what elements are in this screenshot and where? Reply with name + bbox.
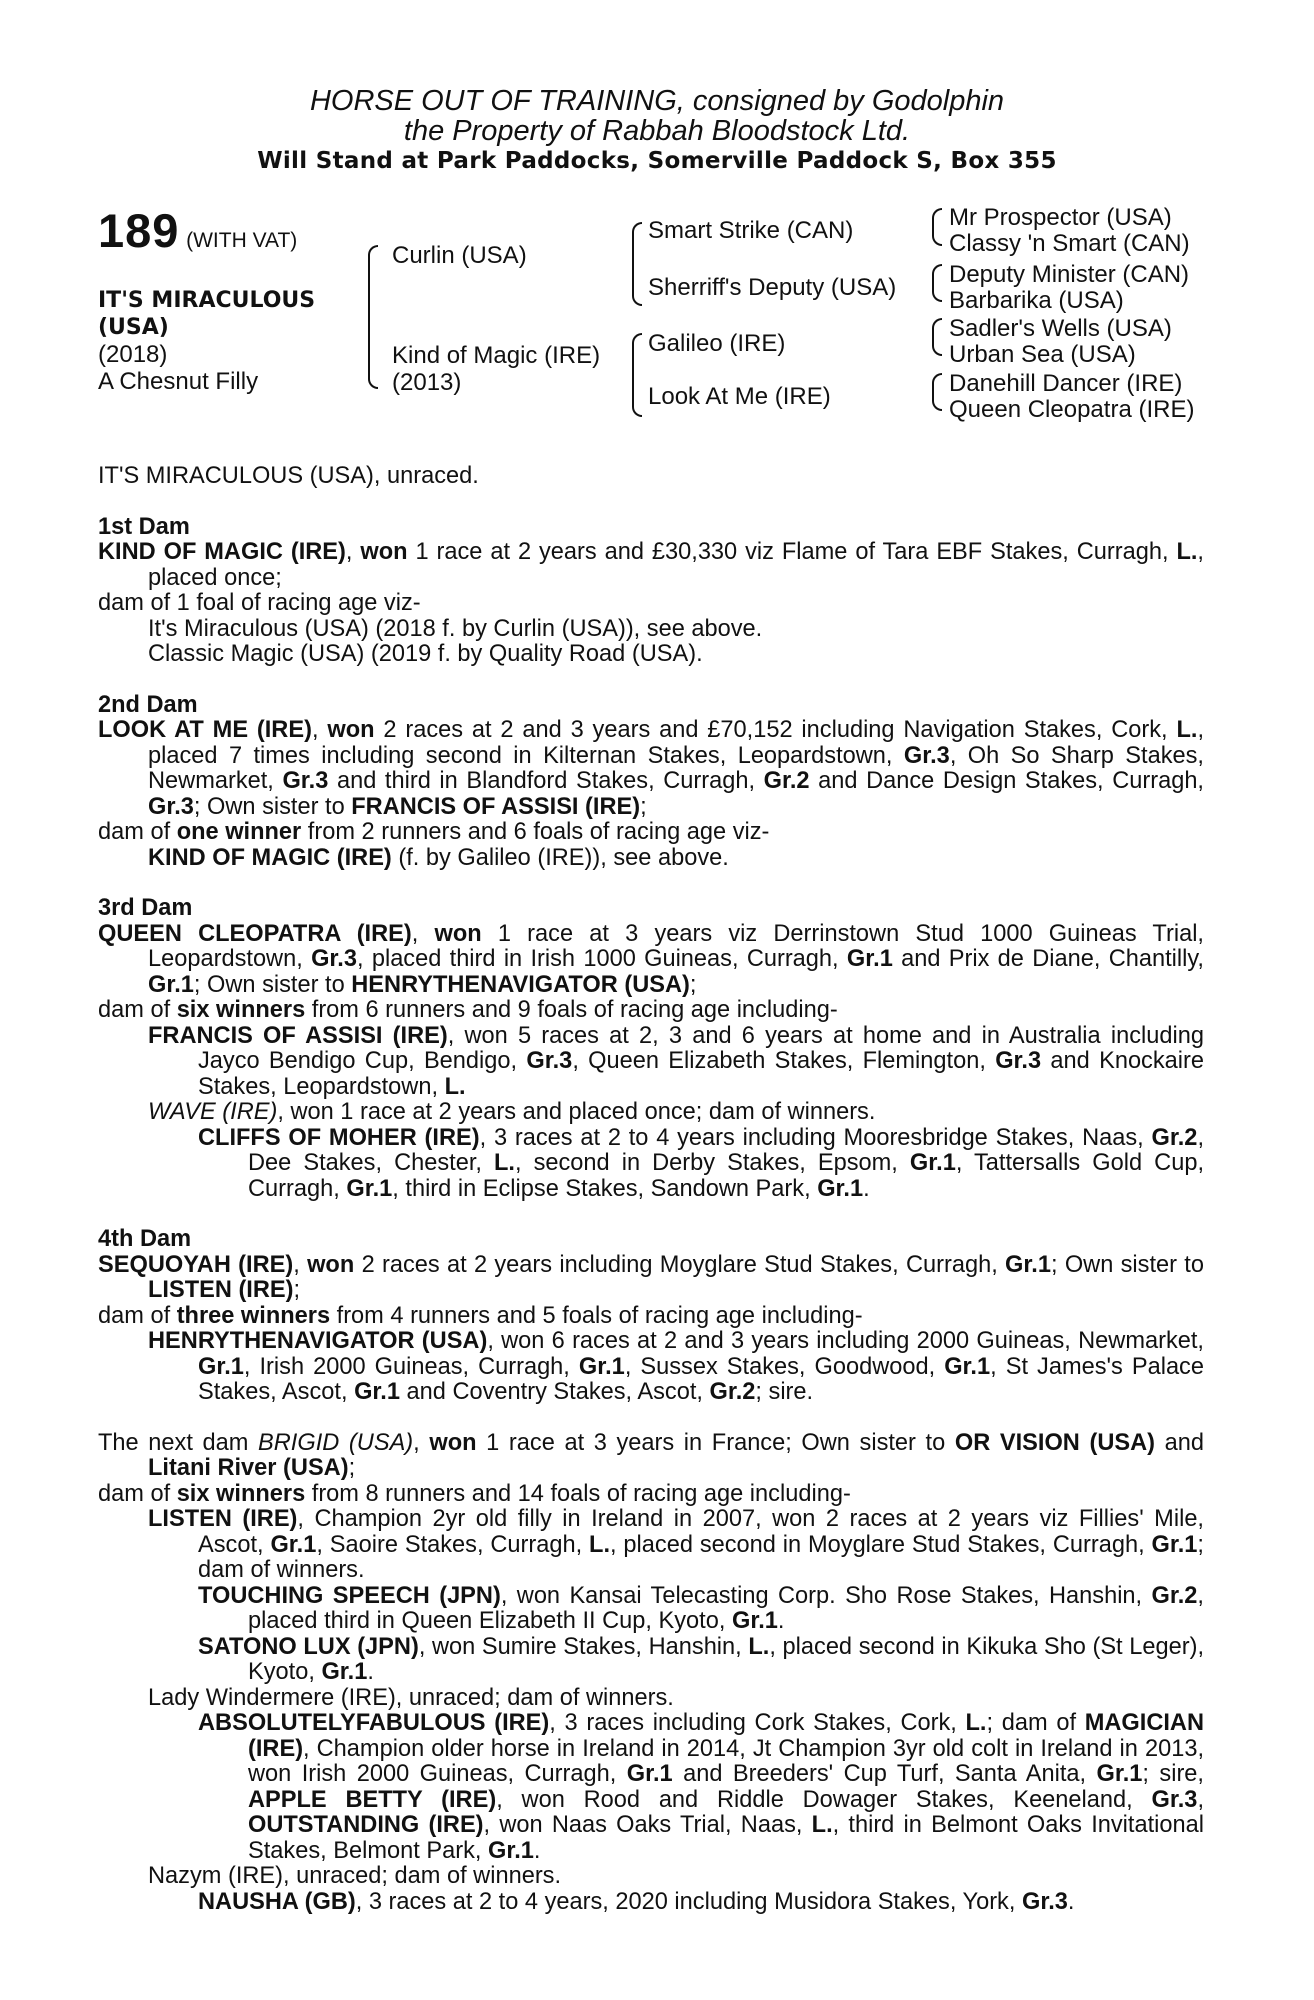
next-t1: The next dam: [98, 1429, 259, 1456]
dam1-foal-2: Classic Magic (USA) (2019 f. by Quality Road (USA).: [148, 641, 703, 667]
apple-betty-name: APPLE BETTY (IRE): [248, 1786, 497, 1813]
dam3-f3-listed: L.: [494, 1150, 515, 1176]
dam3-sister: HENRYTHENAVIGATOR (USA): [351, 971, 690, 998]
dam4-won: won: [307, 1251, 355, 1278]
pedigree-brace-sire: [632, 222, 642, 306]
mag-g1a: Gr.1: [626, 1761, 673, 1787]
dam3-g1b: Gr.1: [148, 971, 194, 998]
dam2-heading: 2nd Dam: [98, 691, 198, 718]
lot-number: 189: [98, 204, 180, 257]
dam3-heading: 3rd Dam: [98, 895, 193, 921]
dam3-f2-text: , won 1 race at 2 years and placed once; dam of winners.: [277, 1099, 876, 1125]
dam4-record: SEQUOYAH (IRE), won 2 races at 2 years including Moyglare Stud Stakes, Curragh, Gr.1; Own sister to LISTEN (IRE);: [98, 1251, 1204, 1303]
pedigree-brace-sd: [932, 264, 942, 302]
dam2-t5: and Dance Design Stakes, Curragh,: [809, 768, 1204, 794]
dam1-listed: L.: [1176, 539, 1198, 565]
horse-country: (USA): [98, 315, 169, 340]
dam4-f1-t1: , won 6 races at 2 and 3 years including 2000 Guineas, Newmarket,: [487, 1328, 1204, 1354]
dam4-f1-t2: , Irish 2000 Guineas, Curragh,: [243, 1353, 579, 1380]
dam2-g3a: Gr.3: [903, 742, 950, 769]
out-t1: , won Naas Oaks Trial, Naas,: [483, 1812, 812, 1838]
dam3-f1-listed: L.: [444, 1073, 466, 1100]
dam4-t1: 2 races at 2 years including Moyglare Stud Stakes, Curragh,: [354, 1251, 1006, 1278]
dam2-t2: , placed 7 times including second in Kilternan Stakes, Leopardstown,: [148, 717, 1204, 769]
next-sister-2: Litani River (USA): [148, 1455, 349, 1481]
next-t3: 1 race at 3 years in France; Own sister to: [476, 1429, 955, 1456]
pedigree-sss: Mr Prospector (USA): [949, 204, 1172, 231]
pedigree-dds: Danehill Dancer (IRE): [949, 370, 1183, 397]
listen-t3: , placed second in Moyglare Stud Stakes, Curragh,: [610, 1531, 1152, 1558]
pedigree-ssd: Classy 'n Smart (CAN): [949, 230, 1190, 257]
pedigree-brace-dd: [932, 373, 942, 411]
dam3-won: won: [434, 920, 482, 947]
pedigree-sds: Deputy Minister (CAN): [949, 261, 1190, 288]
dam4-f1-g1a: Gr.1: [198, 1353, 244, 1380]
dam4-t3: ;: [293, 1277, 301, 1303]
listen-t1: , Champion 2yr old filly in Ireland in 2007, won 2 races at 2 years viz Fillies' Mile, Ascot,: [198, 1506, 1204, 1558]
dam3-foal-2: [98, 1100, 1204, 1126]
catalogue-body: [98, 464, 1204, 1915]
mag-t2: and Breeders' Cup Turf, Santa Anita,: [672, 1761, 1097, 1787]
dam4-f1-t4: , St James's Palace Stakes, Ascot,: [198, 1353, 1204, 1405]
dam3-dam-of: [98, 998, 1204, 1024]
dam3-f3-name: CLIFFS OF MOHER (IRE): [198, 1124, 480, 1151]
next-absolutelyfabulous: [98, 1711, 1204, 1864]
dam3-f1-t2: , Queen Elizabeth Stakes, Flemington,: [572, 1048, 996, 1074]
dam4-f1-t3: , Sussex Stakes, Goodwood,: [624, 1353, 945, 1380]
dam2-dam-of-b: one winner: [176, 819, 302, 845]
dam2-t3: , Oh So Sharp Stakes, Newmarket,: [148, 742, 1204, 794]
pedigree-sire: Curlin (USA): [392, 242, 527, 269]
listen-t2: , Saoire Stakes, Curragh,: [316, 1531, 590, 1558]
pedigree-brace-ds: [932, 318, 942, 356]
mag-g1b: Gr.1: [1096, 1761, 1143, 1787]
next-dam-of-a: dam of: [98, 1480, 177, 1507]
dam3-g1a: Gr.1: [846, 946, 893, 972]
dam4-dam-of-b: three winners: [176, 1302, 331, 1329]
dam3-f3-g2: Gr.2: [1151, 1124, 1198, 1151]
dam2-g3b: Gr.3: [282, 768, 329, 794]
dam2-dam-of: [98, 820, 1204, 846]
next-dam-name: BRIGID (USA): [258, 1429, 414, 1456]
dam2-g3c: Gr.3: [148, 793, 194, 820]
dam3-f1-g3a: Gr.3: [526, 1048, 573, 1074]
pedigree-ddd: Queen Cleopatra (IRE): [949, 396, 1195, 423]
next-dam-of-b: six winners: [176, 1480, 306, 1507]
next-satono-lux: [98, 1635, 1204, 1686]
dam4-f1-t6: ; sire.: [755, 1379, 814, 1405]
dam2-dam-of-c: from 2 runners and 6 foals of racing age viz-: [301, 819, 770, 845]
dam3-t4: ; Own sister to: [193, 971, 352, 998]
sl-t2: , placed second in Kikuka Sho (St Leger), Kyoto,: [248, 1633, 1204, 1685]
ts-t2: , placed third in Queen Elizabeth II Cup, Kyoto,: [248, 1582, 1204, 1634]
sl-t1: , won Sumire Stakes, Hanshin,: [418, 1633, 749, 1660]
dam3-f3-t2: , Dee Stakes, Chester,: [248, 1124, 1204, 1176]
header-line-3: Will Stand at Park Paddocks, Somerville Paddock S, Box 355: [257, 148, 1057, 174]
next-touching-speech: [98, 1584, 1204, 1635]
dam2-listed: L.: [1176, 717, 1198, 743]
next-dam-of: [98, 1482, 1204, 1508]
dam2-foal-text: (f. by Galileo (IRE)), see above.: [391, 844, 729, 871]
na-t1: , 3 races at 2 to 4 years, 2020 including Musidora Stakes, York,: [355, 1888, 1022, 1915]
na-t2: .: [1067, 1888, 1075, 1915]
dam2-t7: ;: [640, 793, 647, 820]
dam2-g2: Gr.2: [763, 768, 810, 794]
pedigree-brace-main: [368, 245, 378, 389]
dam3-f3-t6: .: [863, 1175, 870, 1202]
sl-t3: .: [367, 1659, 374, 1685]
dam4-f1-g1b: Gr.1: [578, 1353, 625, 1380]
dam1-name: KIND OF MAGIC (IRE): [98, 539, 346, 565]
out-t3: .: [533, 1837, 541, 1864]
dam2-t1: 2 races at 2 and 3 years and £70,152 including Navigation Stakes, Cork,: [374, 717, 1177, 743]
dam4-f1-g1c: Gr.1: [944, 1353, 991, 1380]
ts-g1: Gr.1: [731, 1608, 778, 1634]
pedigree-dam: Kind of Magic (IRE): [392, 342, 601, 369]
ab2-t2: ,: [1197, 1786, 1204, 1813]
horse-name: IT'S MIRACULOUS: [98, 288, 316, 313]
lot-heading: [98, 206, 297, 256]
dam3-grandfoal: [98, 1126, 1204, 1203]
na-g3: Gr.3: [1021, 1888, 1068, 1915]
dam3-dam-of-b: six winners: [176, 997, 306, 1023]
dam3-t3: and Prix de Diane, Chantilly,: [892, 946, 1204, 972]
dam3-f3-t1: , 3 races at 2 to 4 years including Mooresbridge Stakes, Naas,: [479, 1124, 1152, 1151]
dam3-f3-g1c: Gr.1: [817, 1175, 864, 1202]
dam1-text2: , placed once;: [148, 539, 1204, 591]
dam3-t1: 1 race at 3 years viz Derrinstown Stud 1000 Guineas Trial, Leopardstown,: [148, 920, 1204, 972]
dam2-t4: and third in Blandford Stakes, Curragh,: [328, 768, 764, 794]
next-won: won: [429, 1429, 477, 1456]
dam2-sister: FRANCIS OF ASSISI (IRE): [351, 793, 641, 820]
dam1-heading: 1st Dam: [98, 513, 190, 540]
pedigree-sire-dam: Sherriff's Deputy (USA): [648, 274, 897, 301]
dam4-g1: Gr.1: [1005, 1251, 1051, 1278]
listen-g1a: Gr.1: [270, 1531, 317, 1558]
listen-g1b: Gr.1: [1151, 1531, 1198, 1558]
dam4-f1-t5: and Coventry Stakes, Ascot,: [399, 1379, 710, 1405]
sl-name: SATONO LUX (JPN): [198, 1633, 419, 1660]
dam3-f3-t3: , second in Derby Stakes, Epsom,: [514, 1150, 910, 1176]
next-t4: and: [1155, 1429, 1204, 1456]
next-dam-of-c: from 8 runners and 14 foals of racing age including-: [305, 1480, 851, 1507]
dam3-f1-t1: , won 5 races at 2, 3 and 6 years at home and in Australia including Jayco Bendigo Cup, Bendigo,: [198, 1022, 1204, 1074]
pedigree-dam-year: (2013): [392, 369, 462, 396]
dam3-f3-g1a: Gr.1: [909, 1150, 956, 1176]
pedigree-dam-dam: Look At Me (IRE): [648, 383, 831, 410]
next-nausha: [98, 1890, 1204, 1916]
nausha-name: NAUSHA (GB): [198, 1888, 356, 1915]
pedigree-dsd: Urban Sea (USA): [949, 341, 1136, 368]
ts-g2: Gr.2: [1151, 1582, 1198, 1609]
dam4-f1-name: HENRYTHENAVIGATOR (USA): [148, 1328, 488, 1354]
vat-note: (WITH VAT): [186, 229, 298, 252]
dam1-dam-of: dam of 1 foal of racing age viz-: [98, 590, 421, 616]
dam2-dam-of-a: dam of: [98, 819, 177, 845]
listen-listed: L.: [589, 1531, 611, 1558]
out-listed: L.: [811, 1812, 833, 1838]
next-lady-windermere: Lady Windermere (IRE), unraced; dam of winners.: [148, 1684, 674, 1711]
pedigree-sdd: Barbarika (USA): [949, 287, 1124, 314]
dam2-foal: [98, 846, 1204, 872]
listen-name: LISTEN (IRE): [148, 1506, 298, 1532]
ab2-t1: , won Rood and Riddle Dowager Stakes, Keeneland,: [496, 1786, 1152, 1813]
dam4-t2: ; Own sister to: [1050, 1251, 1204, 1278]
pedigree-dss: Sadler's Wells (USA): [949, 315, 1172, 342]
dam4-dam-of: [98, 1304, 1204, 1330]
dam1-record: KIND OF MAGIC (IRE), won 1 race at 2 years and £30,330 viz Flame of Tara EBF Stakes, Curragh, L., placed once;: [98, 539, 1204, 591]
dam4-f1-g2: Gr.2: [709, 1379, 756, 1405]
header-line-1: HORSE OUT OF TRAINING, consigned by Godolphin: [309, 85, 1005, 117]
dam4-dam-of-c: from 4 runners and 5 foals of racing age including-: [330, 1302, 863, 1329]
dam3-t2: , placed third in Irish 1000 Guineas, Curragh,: [356, 946, 847, 972]
ab-t1: , 3 races including Cork Stakes, Cork,: [549, 1710, 966, 1736]
magician-name: MAGICIAN (IRE): [248, 1710, 1204, 1762]
dam4-dam-of-a: dam of: [98, 1302, 177, 1329]
dam2-record: LOOK AT ME (IRE), won 2 races at 2 and 3 years and £70,152 including Navigation Stakes, Cork, L., placed 7 times including second in Kilternan Stakes, Leopardstown, Gr.3, Oh So Sharp Stakes, Newmarket, Gr.3 and third in Blandford Stakes, Curragh, Gr.2 and Dance Design Stakes, Curragh, Gr.3; Own sister to FRANCIS OF ASSISI (IRE);: [98, 717, 1204, 820]
sl-g1: Gr.1: [321, 1659, 368, 1685]
dam4-sister: LISTEN (IRE): [148, 1277, 294, 1303]
listen-t4: ; dam of winners.: [198, 1531, 1204, 1583]
mag-t3: ; sire,: [1142, 1761, 1204, 1787]
pedigree-brace-ss: [932, 208, 942, 246]
dam3-f3-g1b: Gr.1: [346, 1175, 393, 1202]
dam4-heading: 4th Dam: [98, 1226, 192, 1252]
dam1-won: won: [360, 539, 408, 565]
dam3-dam-of-a: dam of: [98, 997, 177, 1023]
pedigree-sire-sire: Smart Strike (CAN): [648, 217, 854, 244]
dam3-dam-of-c: from 6 runners and 9 foals of racing age including-: [305, 997, 838, 1023]
next-dam-record: [98, 1431, 1204, 1482]
ts-name: TOUCHING SPEECH (JPN): [198, 1582, 501, 1609]
header-line-2: the Property of Rabbah Bloodstock Ltd.: [403, 115, 911, 147]
dam3-f2-name: WAVE (IRE): [148, 1099, 278, 1125]
dam4-f1-g1d: Gr.1: [354, 1379, 400, 1405]
ab-t2: ; dam of: [986, 1710, 1085, 1736]
next-nazym: Nazym (IRE), unraced; dam of winners.: [148, 1863, 562, 1889]
next-listen: [98, 1507, 1204, 1584]
ab2-g3: Gr.3: [1151, 1786, 1198, 1813]
ts-t1: , won Kansai Telecasting Corp. Sho Rose Stakes, Hanshin,: [500, 1582, 1152, 1609]
pedigree-brace-dam: [632, 333, 642, 417]
next-t5: ;: [348, 1455, 356, 1481]
horse-year: (2018): [98, 341, 168, 368]
dam4-foal-1: [98, 1329, 1204, 1406]
dam3-record: QUEEN CLEOPATRA (IRE), won 1 race at 3 years viz Derrinstown Stud 1000 Guineas Trial, Leopardstown, Gr.3, placed third in Irish 1000 Guineas, Curragh, Gr.1 and Prix de Diane, Chantilly, Gr.1; Own sister to HENRYTHENAVIGATOR (USA);: [98, 920, 1204, 998]
dam3-f3-t4: , Tattersalls Gold Cup, Curragh,: [248, 1150, 1204, 1202]
next-t2: ,: [413, 1429, 430, 1456]
dam2-foal-name: KIND OF MAGIC (IRE): [148, 844, 392, 871]
dam1-foal-1: It's Miraculous (USA) (2018 f. by Curlin (USA)), see above.: [148, 615, 763, 642]
next-sister-1: OR VISION (USA): [954, 1429, 1155, 1456]
dam4-name: SEQUOYAH (IRE): [98, 1251, 294, 1278]
ab-listed: L.: [965, 1710, 987, 1736]
dam2-t6: ; Own sister to: [193, 793, 352, 820]
dam3-t5: ;: [689, 971, 697, 998]
outstanding-name: OUTSTANDING (IRE): [248, 1812, 484, 1838]
dam3-f1-g3b: Gr.3: [995, 1048, 1042, 1074]
dam2-won: won: [327, 717, 375, 743]
intro-line: IT'S MIRACULOUS (USA), unraced.: [98, 463, 479, 489]
ab-name: ABSOLUTELYFABULOUS (IRE): [198, 1710, 550, 1736]
ts-t3: .: [777, 1608, 785, 1634]
dam2-name: LOOK AT ME (IRE): [98, 717, 312, 743]
out-g1: Gr.1: [487, 1837, 534, 1864]
dam3-f1-t3: and Knockaire Stakes, Leopardstown,: [198, 1048, 1204, 1100]
sl-listed: L.: [748, 1633, 770, 1660]
dam3-f1-name: FRANCIS OF ASSISI (IRE): [148, 1022, 448, 1049]
pedigree-dam-sire: Galileo (IRE): [648, 330, 786, 357]
dam3-g3: Gr.3: [311, 946, 357, 972]
dam1-text: 1 race at 2 years and £30,330 viz Flame of Tara EBF Stakes, Curragh,: [407, 539, 1177, 565]
mag-t1: , Champion older horse in Ireland in 2014, Jt Champion 3yr old colt in Ireland in 2013, won Irish 2000 Guineas, Curragh,: [248, 1735, 1204, 1787]
dam3-f3-t5: , third in Eclipse Stakes, Sandown Park,: [392, 1175, 818, 1202]
out-t2: , third in Belmont Oaks Invitational Stakes, Belmont Park,: [248, 1812, 1204, 1864]
dam3-foal-1: [98, 1024, 1204, 1101]
dam3-name: QUEEN CLEOPATRA (IRE): [98, 920, 412, 947]
horse-description: A Chesnut Filly: [98, 368, 259, 395]
